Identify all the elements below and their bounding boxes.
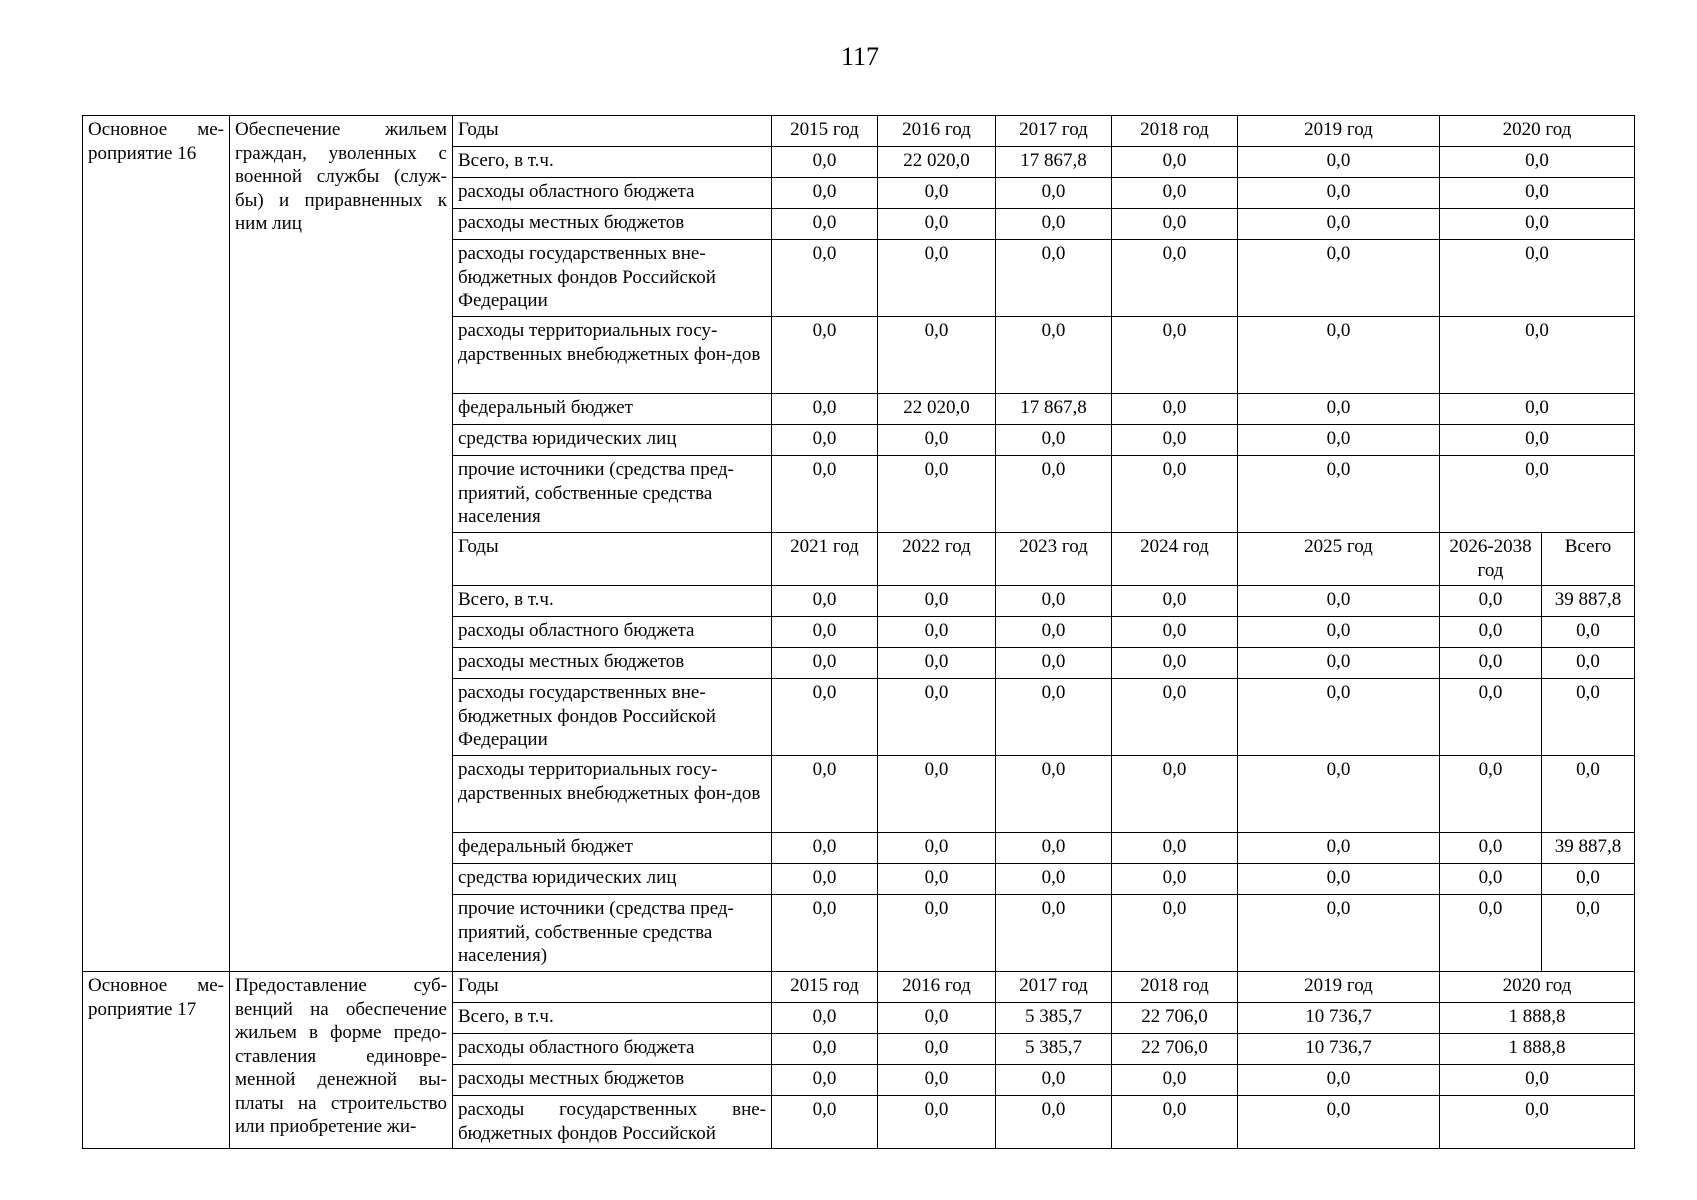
value-cell: 0,0 <box>772 240 878 317</box>
value-cell: 0,0 <box>772 209 878 240</box>
value-cell: 0,0 <box>1112 617 1238 648</box>
value-cell: 0,0 <box>996 425 1112 456</box>
value-cell: 0,0 <box>878 756 996 833</box>
activity-description-cell <box>230 116 453 972</box>
value-cell: 0,0 <box>772 178 878 209</box>
row-label: расходы областного бюджета <box>453 178 772 209</box>
table-header-row <box>83 972 1635 1003</box>
value-cell: 0,0 <box>878 209 996 240</box>
header-cell: 2024 год <box>1112 533 1238 586</box>
value-cell: 0,0 <box>878 1003 996 1034</box>
row-label: расходы областного бюджета <box>453 617 772 648</box>
value-cell: 0,0 <box>1440 209 1635 240</box>
value-cell: 0,0 <box>1112 679 1238 756</box>
value-cell: 0,0 <box>1542 864 1635 895</box>
header-cell: 2026-2038 год <box>1440 533 1542 586</box>
value-cell: 22 020,0 <box>878 147 996 178</box>
value-cell: 0,0 <box>1238 209 1440 240</box>
value-cell: 1 888,8 <box>1440 1003 1635 1034</box>
value-cell: 0,0 <box>772 679 878 756</box>
value-cell: 0,0 <box>1440 833 1542 864</box>
value-cell: 0,0 <box>1238 1096 1440 1149</box>
value-cell: 0,0 <box>996 617 1112 648</box>
value-cell: 0,0 <box>878 833 996 864</box>
header-cell: 2020 год <box>1440 116 1635 147</box>
value-cell: 0,0 <box>1440 1096 1635 1149</box>
value-cell: 0,0 <box>1238 895 1440 972</box>
value-cell: 0,0 <box>996 317 1112 394</box>
header-cell: 2019 год <box>1238 972 1440 1003</box>
value-cell: 0,0 <box>996 456 1112 533</box>
header-cell: Всего <box>1542 533 1635 586</box>
row-label: расходы государственных вне-бюджетных фондов Российской <box>453 1096 772 1149</box>
value-cell: 0,0 <box>1440 1065 1635 1096</box>
value-cell: 10 736,7 <box>1238 1034 1440 1065</box>
header-cell: 2016 год <box>878 972 996 1003</box>
header-cell: Годы <box>453 116 772 147</box>
value-cell: 0,0 <box>1112 864 1238 895</box>
value-cell: 0,0 <box>996 648 1112 679</box>
value-cell: 0,0 <box>1440 147 1635 178</box>
value-cell: 0,0 <box>878 240 996 317</box>
value-cell: 0,0 <box>1440 648 1542 679</box>
value-cell: 0,0 <box>1542 679 1635 756</box>
value-cell: 0,0 <box>1238 1065 1440 1096</box>
value-cell: 0,0 <box>878 178 996 209</box>
row-label: средства юридических лиц <box>453 864 772 895</box>
value-cell: 0,0 <box>996 1065 1112 1096</box>
value-cell: 0,0 <box>1440 586 1542 617</box>
value-cell: 5 385,7 <box>996 1003 1112 1034</box>
header-cell: 2018 год <box>1112 972 1238 1003</box>
activity-description-cell <box>230 972 453 1149</box>
value-cell: 0,0 <box>878 425 996 456</box>
value-cell: 0,0 <box>1440 456 1635 533</box>
row-label: расходы местных бюджетов <box>453 1065 772 1096</box>
budget-table <box>82 115 1635 1149</box>
header-cell: 2015 год <box>772 116 878 147</box>
value-cell: 5 385,7 <box>996 1034 1112 1065</box>
value-cell: 0,0 <box>1238 317 1440 394</box>
value-cell: 0,0 <box>1112 648 1238 679</box>
header-cell: 2015 год <box>772 972 878 1003</box>
value-cell: 0,0 <box>1238 178 1440 209</box>
value-cell: 0,0 <box>1112 1096 1238 1149</box>
value-cell: 0,0 <box>772 147 878 178</box>
row-label: расходы государственных вне-бюджетных фондов Российской Федерации <box>453 240 772 317</box>
value-cell: 0,0 <box>1112 394 1238 425</box>
value-cell: 0,0 <box>996 756 1112 833</box>
value-cell: 0,0 <box>772 895 878 972</box>
value-cell: 0,0 <box>1238 147 1440 178</box>
row-label: Всего, в т.ч. <box>453 1003 772 1034</box>
value-cell: 0,0 <box>1112 425 1238 456</box>
value-cell: 17 867,8 <box>996 147 1112 178</box>
row-label: федеральный бюджет <box>453 394 772 425</box>
value-cell: 0,0 <box>996 679 1112 756</box>
row-label: прочие источники (средства пред-приятий, собственные средства населения) <box>453 895 772 972</box>
header-cell: 2018 год <box>1112 116 1238 147</box>
row-label: расходы территориальных госу-дарственных внебюджетных фон-дов <box>453 317 772 394</box>
header-cell: 2020 год <box>1440 972 1635 1003</box>
value-cell: 0,0 <box>772 425 878 456</box>
activity-name: Основное ме-роприятие 16 <box>88 119 224 164</box>
value-cell: 0,0 <box>772 456 878 533</box>
value-cell: 0,0 <box>1112 317 1238 394</box>
activity-name-cell <box>83 972 230 1149</box>
value-cell: 0,0 <box>1238 394 1440 425</box>
row-label: расходы местных бюджетов <box>453 209 772 240</box>
value-cell: 0,0 <box>772 1065 878 1096</box>
value-cell: 0,0 <box>772 648 878 679</box>
value-cell: 17 867,8 <box>996 394 1112 425</box>
value-cell: 0,0 <box>1238 456 1440 533</box>
value-cell: 0,0 <box>1440 317 1635 394</box>
value-cell: 0,0 <box>1440 756 1542 833</box>
value-cell: 0,0 <box>772 394 878 425</box>
row-label: прочие источники (средства пред-приятий, собственные средства населения <box>453 456 772 533</box>
value-cell: 0,0 <box>878 586 996 617</box>
value-cell: 0,0 <box>1112 147 1238 178</box>
row-label: федеральный бюджет <box>453 833 772 864</box>
value-cell: 0,0 <box>878 1034 996 1065</box>
value-cell: 0,0 <box>878 895 996 972</box>
row-label: Всего, в т.ч. <box>453 147 772 178</box>
header-cell: 2016 год <box>878 116 996 147</box>
value-cell: 0,0 <box>878 1065 996 1096</box>
value-cell: 1 888,8 <box>1440 1034 1635 1065</box>
activity-description: Предоставление суб-венций на обеспечение жильем в форме предо-ставления единовре-менной денежной вы-платы на строительство или приобретение жи- <box>235 975 447 1137</box>
value-cell: 0,0 <box>996 1096 1112 1149</box>
value-cell: 0,0 <box>996 240 1112 317</box>
header-cell: 2019 год <box>1238 116 1440 147</box>
page-number: 117 <box>840 42 880 71</box>
value-cell: 22 706,0 <box>1112 1003 1238 1034</box>
value-cell: 0,0 <box>1542 895 1635 972</box>
header-cell: 2022 год <box>878 533 996 586</box>
value-cell: 39 887,8 <box>1542 833 1635 864</box>
header-cell: 2023 год <box>996 533 1112 586</box>
value-cell: 0,0 <box>996 864 1112 895</box>
value-cell: 0,0 <box>1238 679 1440 756</box>
header-cell: 2017 год <box>996 972 1112 1003</box>
value-cell: 0,0 <box>772 1034 878 1065</box>
value-cell: 0,0 <box>1542 617 1635 648</box>
value-cell: 0,0 <box>1440 864 1542 895</box>
value-cell: 22 706,0 <box>1112 1034 1238 1065</box>
value-cell: 0,0 <box>996 833 1112 864</box>
value-cell: 0,0 <box>1238 756 1440 833</box>
row-label: средства юридических лиц <box>453 425 772 456</box>
value-cell: 0,0 <box>772 833 878 864</box>
value-cell: 0,0 <box>996 895 1112 972</box>
value-cell: 0,0 <box>878 679 996 756</box>
value-cell: 0,0 <box>996 178 1112 209</box>
value-cell: 0,0 <box>1238 425 1440 456</box>
value-cell: 0,0 <box>878 456 996 533</box>
value-cell: 0,0 <box>1440 394 1635 425</box>
header-cell: 2025 год <box>1238 533 1440 586</box>
value-cell: 0,0 <box>772 1096 878 1149</box>
value-cell: 0,0 <box>772 1003 878 1034</box>
value-cell: 0,0 <box>1238 833 1440 864</box>
value-cell: 0,0 <box>772 864 878 895</box>
row-label: расходы местных бюджетов <box>453 648 772 679</box>
value-cell: 0,0 <box>878 864 996 895</box>
value-cell: 0,0 <box>1542 648 1635 679</box>
value-cell: 0,0 <box>1112 240 1238 317</box>
value-cell: 0,0 <box>1440 617 1542 648</box>
value-cell: 0,0 <box>1238 586 1440 617</box>
value-cell: 0,0 <box>1112 178 1238 209</box>
activity-name-cell <box>83 116 230 972</box>
value-cell: 39 887,8 <box>1542 586 1635 617</box>
header-cell: 2021 год <box>772 533 878 586</box>
value-cell: 0,0 <box>1440 425 1635 456</box>
value-cell: 0,0 <box>1112 895 1238 972</box>
value-cell: 0,0 <box>1238 617 1440 648</box>
table-header-row <box>83 116 1635 147</box>
header-cell: Годы <box>453 972 772 1003</box>
value-cell: 0,0 <box>1112 756 1238 833</box>
row-label: расходы территориальных госу-дарственных внебюджетных фон-дов <box>453 756 772 833</box>
activity-description: Обеспечение жильем граждан, уволенных с военной службы (служ-бы) и приравненных к ним лиц <box>235 119 447 234</box>
row-label: расходы областного бюджета <box>453 1034 772 1065</box>
value-cell: 0,0 <box>1238 864 1440 895</box>
value-cell: 0,0 <box>1112 456 1238 533</box>
value-cell: 22 020,0 <box>878 394 996 425</box>
header-cell: 2017 год <box>996 116 1112 147</box>
activity-name: Основное ме-роприятие 17 <box>88 975 224 1020</box>
value-cell: 0,0 <box>772 617 878 648</box>
value-cell: 0,0 <box>1238 648 1440 679</box>
value-cell: 0,0 <box>1112 833 1238 864</box>
value-cell: 0,0 <box>1542 756 1635 833</box>
row-label: Всего, в т.ч. <box>453 586 772 617</box>
value-cell: 0,0 <box>1238 240 1440 317</box>
value-cell: 0,0 <box>772 317 878 394</box>
value-cell: 0,0 <box>878 648 996 679</box>
value-cell: 0,0 <box>1440 240 1635 317</box>
value-cell: 0,0 <box>1440 895 1542 972</box>
row-label: расходы государственных вне-бюджетных фондов Российской Федерации <box>453 679 772 756</box>
value-cell: 0,0 <box>1112 209 1238 240</box>
header-cell: Годы <box>453 533 772 586</box>
value-cell: 0,0 <box>996 209 1112 240</box>
value-cell: 0,0 <box>878 317 996 394</box>
value-cell: 0,0 <box>878 617 996 648</box>
value-cell: 0,0 <box>772 756 878 833</box>
value-cell: 0,0 <box>996 586 1112 617</box>
value-cell: 0,0 <box>1112 586 1238 617</box>
value-cell: 0,0 <box>1112 1065 1238 1096</box>
value-cell: 10 736,7 <box>1238 1003 1440 1034</box>
value-cell: 0,0 <box>772 586 878 617</box>
value-cell: 0,0 <box>1440 679 1542 756</box>
value-cell: 0,0 <box>1440 178 1635 209</box>
value-cell: 0,0 <box>878 1096 996 1149</box>
